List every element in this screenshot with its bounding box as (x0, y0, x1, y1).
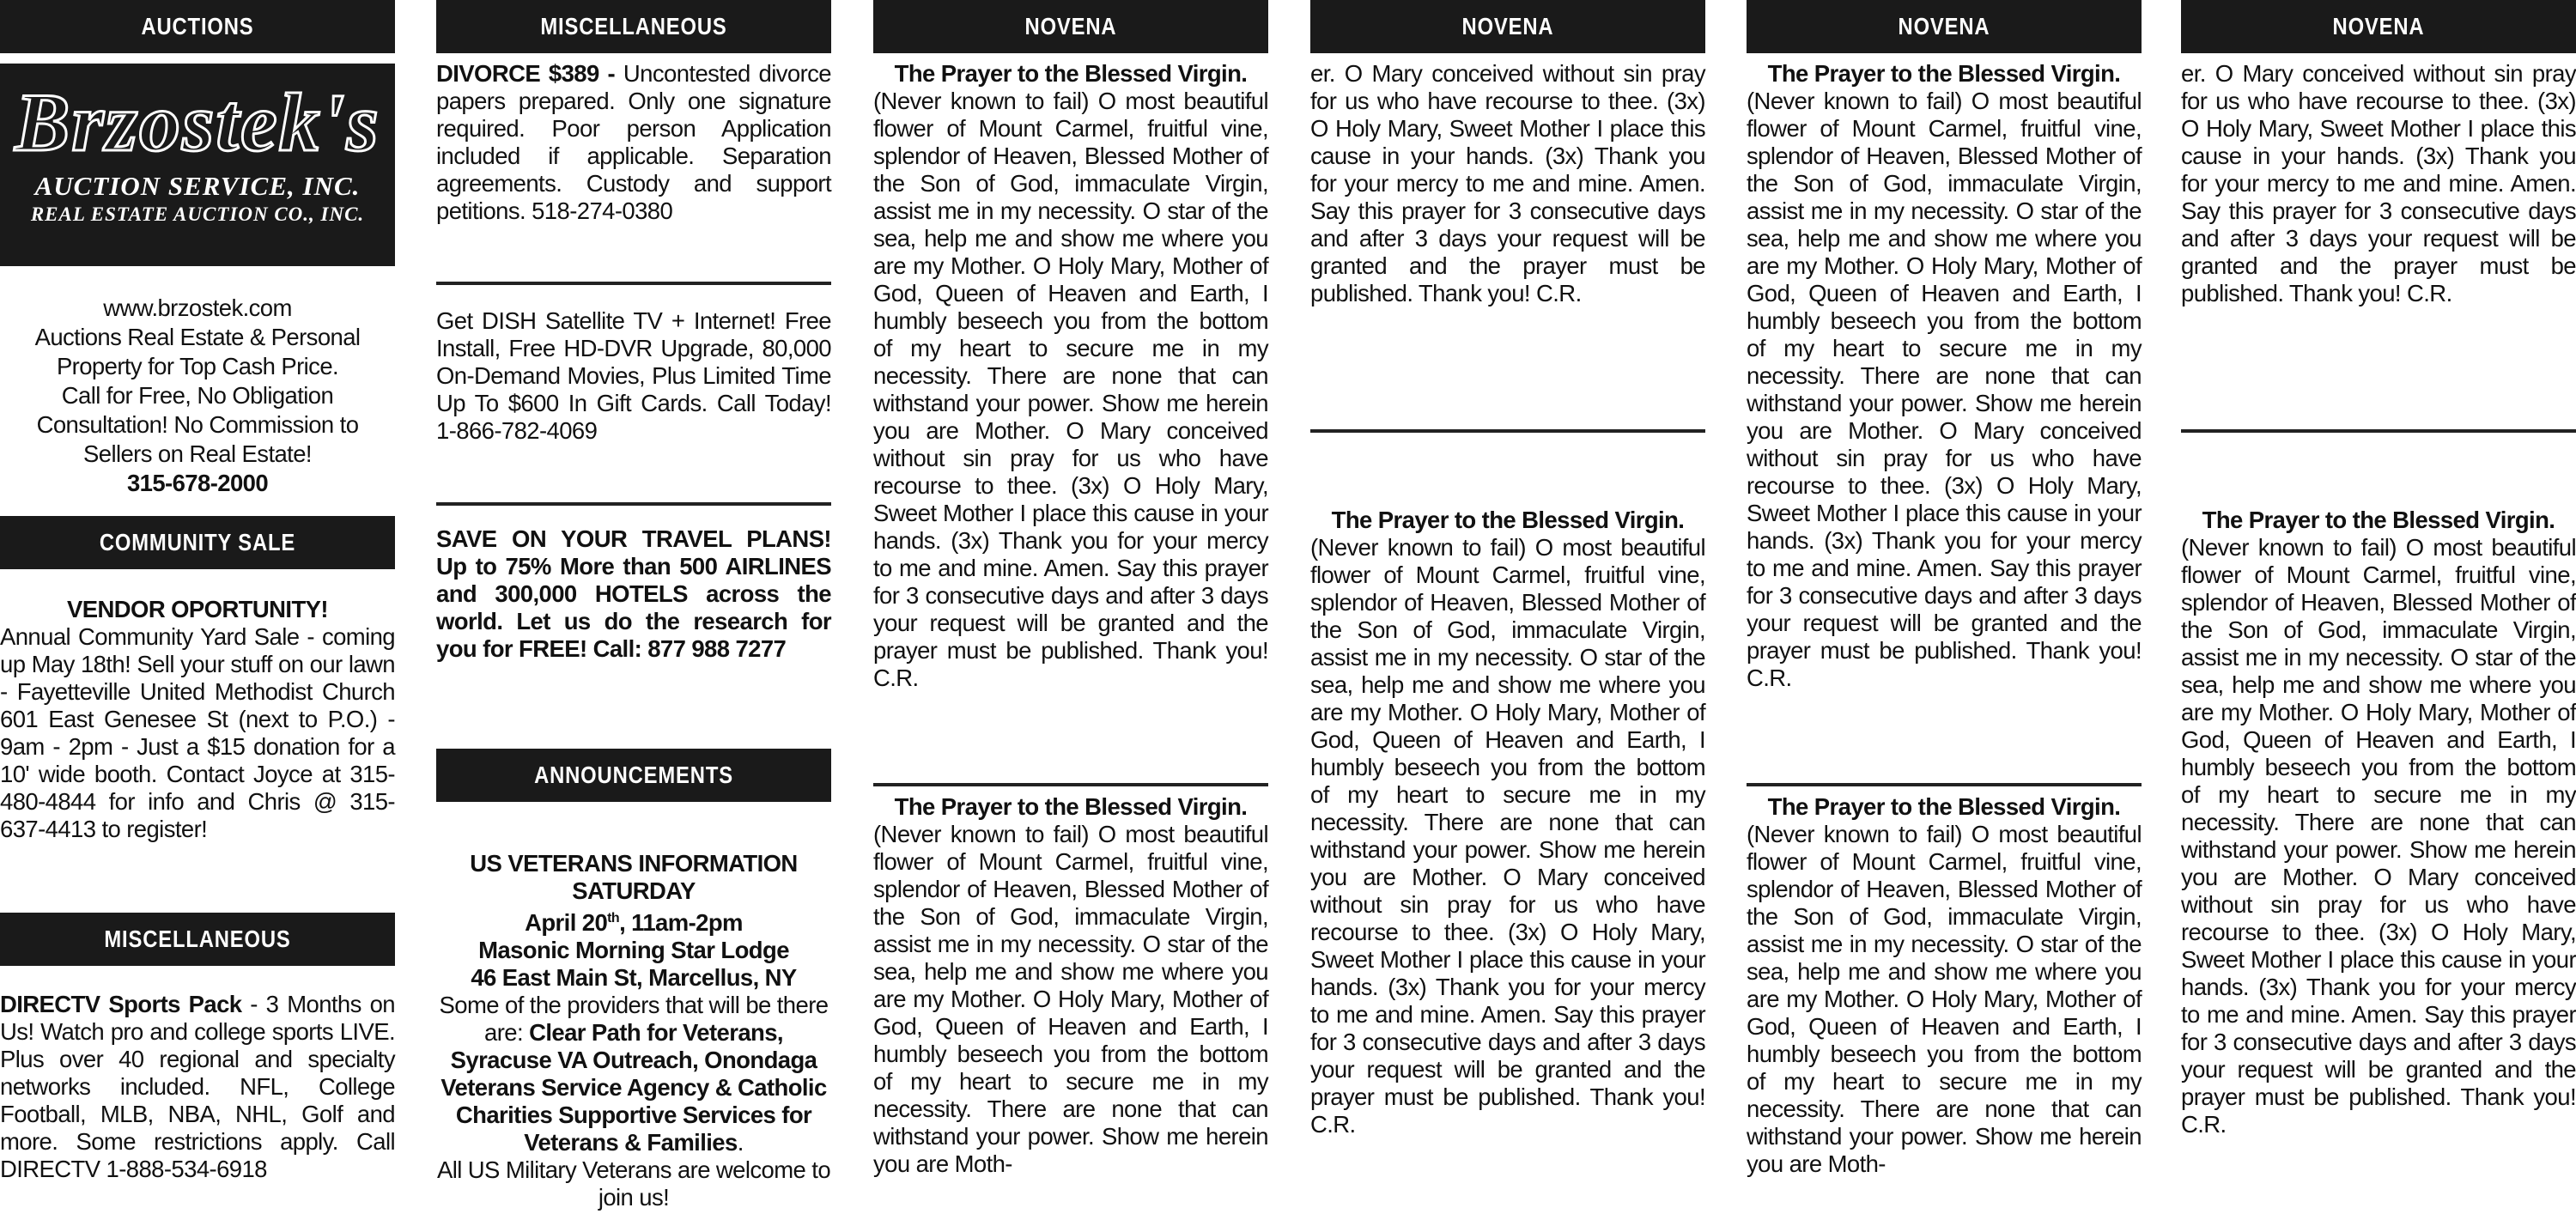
section-header-community-sale: COMMUNITY SALE (0, 516, 395, 569)
divorce-body: Uncontested divorce papers prepared. Only one signature required. Poor person Application included if applicable. Separation agreements. Custody and support petitions. 518-274-0380 (436, 60, 832, 224)
prayer-body: (Never known to fail) O most beautiful flower of Mount Carmel, fruitful vine, splendor of Heaven, Blessed Mother of the Son of God, immaculate Virgin, assist me in my necessity. O star of the sea, help me and show me where you are my Mother. O Holy Mary, Mother of God, Queen of Heaven and Earth, I humbly beseech you from the bottom of my heart to secure me in my necessity. There are none that can withstand your power. Show me herein you are Mother. O Mary conceived without sin pray for us who have recourse to thee. (3x) O Holy Mary, Sweet Mother I place this cause in your hands. (3x) Thank you for your mercy to me and mine. Amen. Say this prayer for 3 consecutive days and after 3 days your request will be granted and the prayer must be published. Thank you! C.R. (1310, 534, 1705, 1138)
section-header-novena: NOVENA (2181, 0, 2576, 53)
novena-prayer (873, 793, 1268, 1178)
divorce-ad (436, 60, 831, 225)
ad-line: Sellers on Real Estate! (83, 440, 312, 467)
prayer-title: The Prayer to the Blessed Virgin. (894, 793, 1248, 820)
novena-prayer (873, 60, 1268, 692)
logo-wordmark: Brzostek's (15, 76, 380, 168)
section-header-miscellaneous-2: MISCELLANEOUS (436, 0, 831, 53)
ad-line: Auctions Real Estate & Personal (34, 324, 361, 350)
brzostek-logo (0, 64, 395, 266)
section-header-novena: NOVENA (1310, 0, 1705, 53)
prayer-body: (Never known to fail) O most beautiful flower of Mount Carmel, fruitful vine, splendor of Heaven, Blessed Mother of the Son of God, immaculate Virgin, assist me in my necessity. O star of the sea, help me and show me where you are my Mother. O Holy Mary, Mother of God, Queen of Heaven and Earth, I humbly beseech you from the bottom of my heart to secure me in my necessity. There are none that can withstand your power. Show me herein you are Moth- (1747, 821, 2142, 1177)
directv-ad (0, 991, 395, 1183)
novena-prayer (1747, 60, 2142, 692)
travel-ad: SAVE ON YOUR TRAVEL PLANS! Up to 75% More than 500 AIRLINES and 300,000 HOTELS across the world. Let us do the research for you for FREE! Call: 877 988 7277 (436, 525, 831, 662)
ad-line: www.brzostek.com (103, 294, 292, 321)
veterans-venue: Masonic Morning Star Lodge (478, 937, 789, 964)
column-4 (1310, 0, 1705, 1226)
prayer-body: (Never known to fail) O most beautiful flower of Mount Carmel, fruitful vine, splendor of Heaven, Blessed Mother of the Son of God, immaculate Virgin, assist me in my necessity. O star of the sea, help me and show me where you are my Mother. O Holy Mary, Mother of God, Queen of Heaven and Earth, I humbly beseech you from the bottom of my heart to secure me in my necessity. There are none that can withstand your power. Show me herein you are Moth- (873, 821, 1268, 1177)
section-header-novena: NOVENA (1747, 0, 2142, 53)
directv-body: - 3 Months on Us! Watch pro and college sports LIVE. Plus over 40 regional and specialty networks included. NFL, College Football, MLB, NBA, NHL, Golf and more. Some restrictions apply. Call DIRECTV 1-888-534-6918 (0, 991, 395, 1182)
veterans-day: SATURDAY (572, 877, 696, 904)
prayer-continuation: er. O Mary conceived without sin pray for us who have recourse to thee. (3x) O Holy Mary, Sweet Mother I place this cause in your hands. (3x) Thank you for your mercy to me and mine. Amen. Say this prayer for 3 consecutive days and after 3 days your request will be granted and the prayer must be published. Thank you! C.R. (1310, 60, 1705, 306)
divider (1747, 783, 2142, 786)
column-6 (2181, 0, 2576, 1226)
prayer-title: The Prayer to the Blessed Virgin. (1767, 793, 2121, 820)
column-1 (0, 0, 395, 1226)
prayer-title: The Prayer to the Blessed Virgin. (1767, 60, 2121, 87)
divider (436, 502, 831, 506)
dish-ad: Get DISH Satellite TV + Internet! Free Install, Free HD-DVR Upgrade, 80,000 On-Demand Movies, Plus Limited Time Up To $600 In Gift Cards. Call Today! 1-866-782-4069 (436, 307, 831, 444)
vendor-title: VENDOR OPORTUNITY! (67, 596, 328, 622)
section-header-miscellaneous: MISCELLANEOUS (0, 913, 395, 966)
novena-prayer (1747, 793, 2142, 1178)
novena-prayer (1310, 507, 1705, 1138)
divorce-lead: DIVORCE $389 - (436, 60, 616, 87)
ad-phone: 315-678-2000 (126, 470, 269, 496)
brzostek-ad (0, 294, 395, 498)
vendor-ad (0, 596, 395, 843)
column-5 (1747, 0, 2142, 1226)
prayer-title: The Prayer to the Blessed Virgin. (894, 60, 1248, 87)
veterans-title: US VETERANS INFORMATION (470, 850, 798, 877)
veterans-address: 46 East Main St, Marcellus, NY (471, 964, 797, 992)
prayer-title: The Prayer to the Blessed Virgin. (2202, 507, 2555, 533)
logo-subtitle: AUCTION SERVICE, INC. (34, 171, 361, 201)
directv-lead: DIRECTV Sports Pack (0, 991, 242, 1017)
veterans-announcement (436, 850, 831, 1211)
divider (436, 282, 831, 285)
novena-prayer (2181, 507, 2576, 1138)
column-3 (873, 0, 1268, 1226)
divider (873, 783, 1268, 786)
section-header-announcements: ANNOUNCEMENTS (436, 749, 831, 802)
vendor-body: Annual Community Yard Sale - coming up May 18th! Sell your stuff on our lawn - Fayetteville United Methodist Church 601 East Genesee St (next to P.O.) - 9am - 2pm - Just a $15 donation for a 10' wide booth. Contact Joyce at 315-480-4844 for info and Chris @ 315-637-4413 to register! (0, 623, 395, 842)
prayer-body: (Never known to fail) O most beautiful flower of Mount Carmel, fruitful vine, splendor of Heaven, Blessed Mother of the Son of God, immaculate Virgin, assist me in my necessity. O star of the sea, help me and show me where you are my Mother. O Holy Mary, Mother of God, Queen of Heaven and Earth, I humbly beseech you from the bottom of my heart to secure me in my necessity. There are none that can withstand your power. Show me herein you are Mother. O Mary conceived without sin pray for us who have recourse to thee. (3x) O Holy Mary, Sweet Mother I place this cause in your hands. (3x) Thank you for your mercy to me and mine. Amen. Say this prayer for 3 consecutive days and after 3 days your request will be granted and the prayer must be published. Thank you! C.R. (2181, 534, 2576, 1138)
ad-line: Consultation! No Commission to (36, 411, 359, 438)
logo-subtitle-2: REAL ESTATE AUCTION CO., INC. (30, 203, 365, 225)
prayer-body: (Never known to fail) O most beautiful flower of Mount Carmel, fruitful vine, splendor of Heaven, Blessed Mother of the Son of God, immaculate Virgin, assist me in my necessity. O star of the sea, help me and show me where you are my Mother. O Holy Mary, Mother of God, Queen of Heaven and Earth, I humbly beseech you from the bottom of my heart to secure me in my necessity. There are none that can withstand your power. Show me herein you are Mother. O Mary conceived without sin pray for us who have recourse to thee. (3x) O Holy Mary, Sweet Mother I place this cause in your hands. (3x) Thank you for your mercy to me and mine. Amen. Say this prayer for 3 consecutive days and after 3 days your request will be granted and the prayer must be published. Thank you! C.R. (1747, 88, 2142, 691)
divider (1310, 429, 1705, 433)
prayer-continuation: er. O Mary conceived without sin pray for us who have recourse to thee. (3x) O Holy Mary, Sweet Mother I place this cause in your hands. (3x) Thank you for your mercy to me and mine. Amen. Say this prayer for 3 consecutive days and after 3 days your request will be granted and the prayer must be published. Thank you! C.R. (2181, 60, 2576, 306)
veterans-date: April 20th, 11am-2pm (525, 909, 743, 937)
prayer-body: (Never known to fail) O most beautiful flower of Mount Carmel, fruitful vine, splendor of Heaven, Blessed Mother of the Son of God, immaculate Virgin, assist me in my necessity. O star of the sea, help me and show me where you are my Mother. O Holy Mary, Mother of God, Queen of Heaven and Earth, I humbly beseech you from the bottom of my heart to secure me in my necessity. There are none that can withstand your power. Show me herein you are Mother. O Mary conceived without sin pray for us who have recourse to thee. (3x) O Holy Mary, Sweet Mother I place this cause in your hands. (3x) Thank you for your mercy to me and mine. Amen. Say this prayer for 3 consecutive days and after 3 days your request will be granted and the prayer must be published. Thank you! C.R. (873, 88, 1268, 691)
section-header-novena: NOVENA (873, 0, 1268, 53)
veterans-closing: All US Military Veterans are welcome to join us! (436, 1156, 831, 1211)
ad-line: Property for Top Cash Price. (56, 353, 339, 379)
ad-line: Call for Free, No Obligation (61, 382, 334, 409)
column-2 (436, 0, 831, 1226)
section-header-auctions: AUCTIONS (0, 0, 395, 53)
veterans-providers: Some of the providers that will be there are: Clear Path for Veterans, Syracuse VA Outreach, Onondaga Veterans Service Agency & Catholic Charities Supportive Services for Veterans & Families. (439, 992, 829, 1156)
prayer-title: The Prayer to the Blessed Virgin. (1331, 507, 1685, 533)
divider (2181, 429, 2576, 433)
